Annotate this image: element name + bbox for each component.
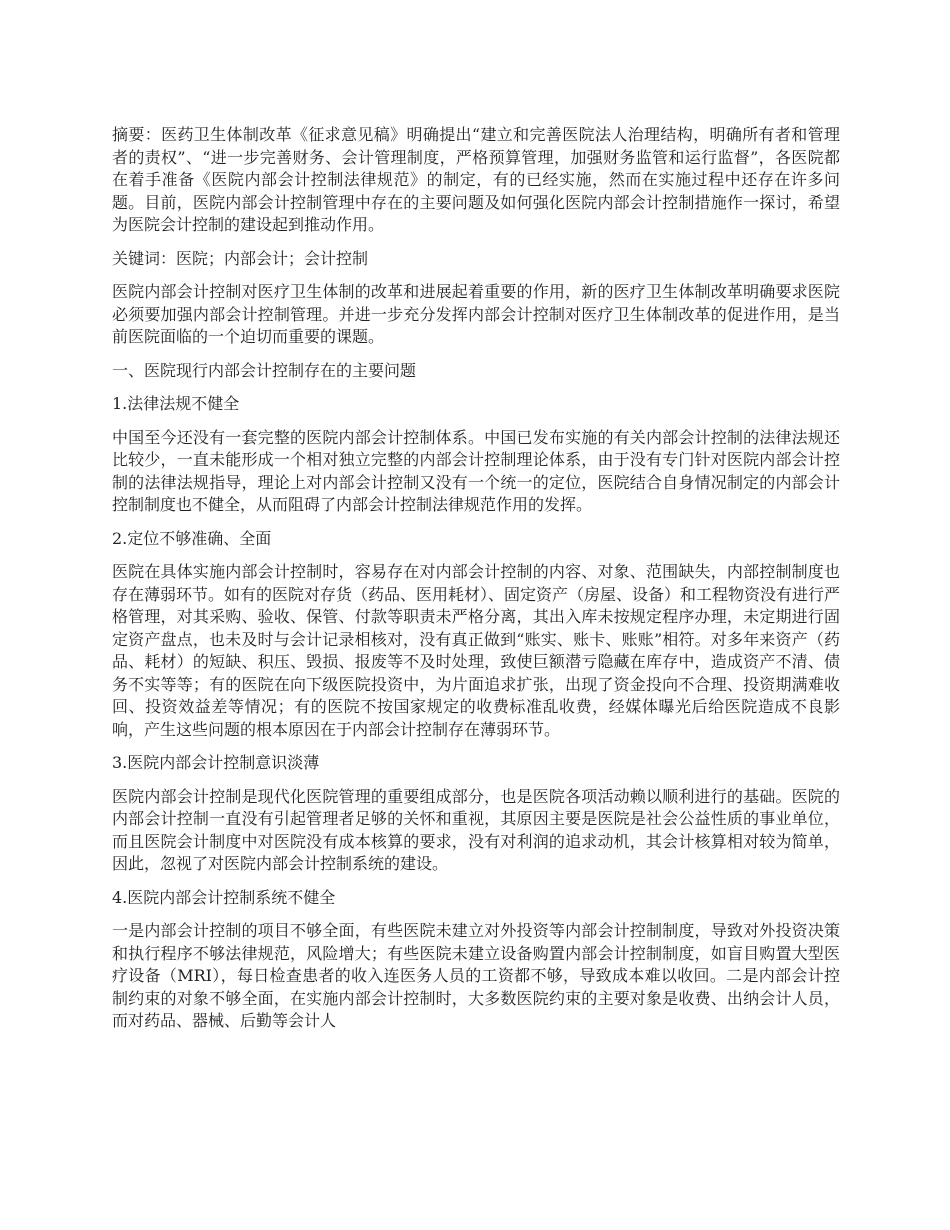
- document-page: [112, 124, 840, 1044]
- subsection-paragraph-2: 医院在具体实施内部会计控制时，容易存在对内部会计控制的内容、对象、范围缺失，内部控制制度也存在薄弱环节。如有的医院对存货（药品、医用耗材）、固定资产（房屋、设备）和工程物资没有进行严格管理，对其采购、验收、保管、付款等职责未严格分离，其出入库未按规定程序办理，未定期进行固定资产盘点，也未及时与会计记录相核对，没有真正做到“账实、账卡、账账”相符。对多年来资产（药品、耗材）的短缺、积压、毁损、报废等不及时处理，致使巨额潜亏隐藏在库存中，造成资产不清、债务不实等等；有的医院在向下级医院投资中，为片面追求扩张，出现了资金投向不合理、投资期满难收回、投资效益差等情况；有的医院不按国家规定的收费标准乱收费，经媒体曝光后给医院造成不良影响，产生这些问题的根本原因在于内部会计控制存在薄弱环节。: [112, 562, 841, 739]
- keywords-line: 关键词：医院；内部会计；会计控制: [112, 248, 369, 268]
- subsection-paragraph-3: 医院内部会计控制是现代化医院管理的重要组成部分，也是医院各项活动赖以顺利进行的基础。医院的内部会计控制一直没有引起管理者足够的关怀和重视，其原因主要是医院是社会公益性质的事业单位，而且医院会计制度中对医院没有成本核算的要求，没有对利润的追求动机，其会计核算相对较为简单，因此，忽视了对医院内部会计控制系统的建设。: [112, 786, 840, 873]
- abstract-paragraph: 摘要：医药卫生体制改革《征求意见稿》明确提出“建立和完善医院法人治理结构，明确所有者和管理者的责权”、“进一步完善财务、会计管理制度，严格预算管理，加强财务监管和运行监督”，各医院都在着手准备《医院内部会计控制法律规范》的制定，有的已经实施，然而在实施过程中还存在许多问题。目前，医院内部会计控制管理中存在的主要问题及如何强化医院内部会计控制措施作一探讨，希望为医院会计控制的建设起到推动作用。: [112, 125, 840, 234]
- subsection-paragraph-1: 中国至今还没有一套完整的医院内部会计控制体系。中国已发布实施的有关内部会计控制的法律法规还比较少，一直未能形成一个相对独立完整的内部会计控制理论体系，由于没有专门针对医院内部会计控制的法律法规指导，理论上对内部会计控制又没有一个统一的定位，医院结合自身情况制定的内部会计控制制度也不健全，从而阻碍了内部会计控制法律规范作用的发挥。: [112, 427, 840, 514]
- subsection-heading-4: 4.医院内部会计控制系统不健全: [112, 887, 336, 907]
- intro-paragraph: 医院内部会计控制对医疗卫生体制的改革和进展起着重要的作用，新的医疗卫生体制改革明确要求医院必须要加强内部会计控制管理。并进一步充分发挥内部会计控制对医疗卫生体制改革的促进作用，是当前医院面临的一个迫切而重要的课题。: [112, 282, 840, 346]
- subsection-heading-2: 2.定位不够准确、全面: [112, 528, 272, 548]
- subsection-paragraph-4: 一是内部会计控制的项目不够全面，有些医院未建立对外投资等内部会计控制制度，导致对外投资决策和执行程序不够法律规范，风险增大；有些医院未建立设备购置内部会计控制制度，如盲目购置大型医疗设备（MRI），每日检查患者的收入连医务人员的工资都不够，导致成本难以收回。二是内部会计控制约束的对象不够全面，在实施内部会计控制时，大多数医院约束的主要对象是收费、出纳会计人员，而对药品、器械、后勤等会计人: [112, 921, 840, 1030]
- subsection-heading-3: 3.医院内部会计控制意识淡薄: [112, 753, 320, 772]
- section-heading-1: 一、医院现行内部会计控制存在的主要问题: [112, 360, 417, 380]
- subsection-heading-1: 1.法律法规不健全: [112, 394, 240, 413]
